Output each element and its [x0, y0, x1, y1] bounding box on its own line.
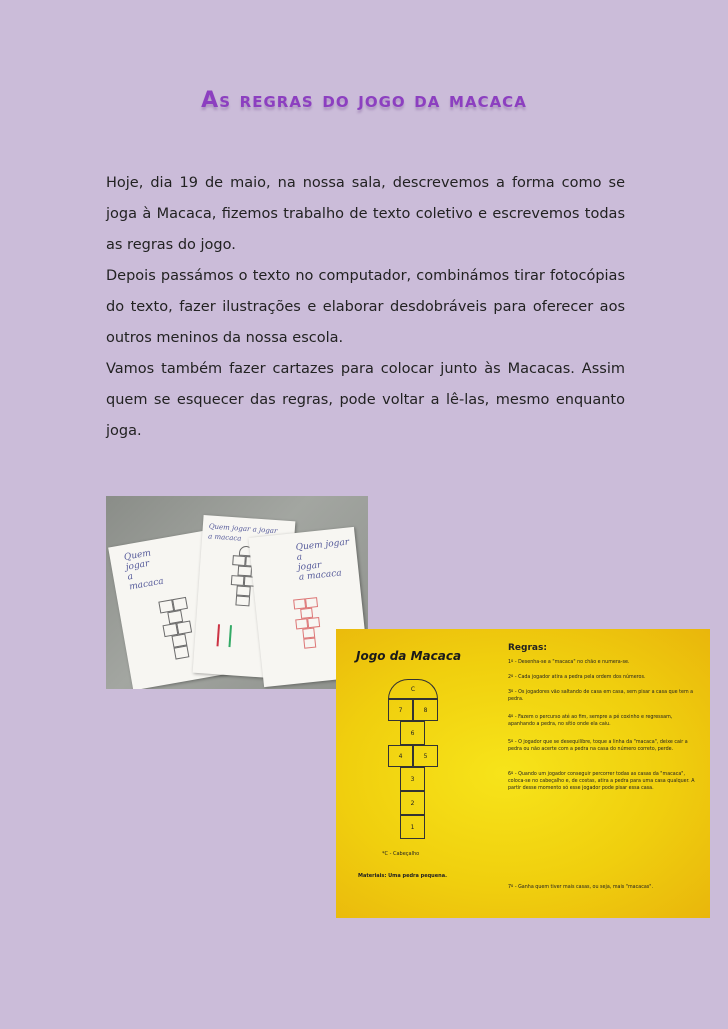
- drawing-sheet-1-text: Quem jogar a macaca: [123, 548, 165, 593]
- poster-photo: [336, 629, 710, 918]
- materials-note: Materiais: Uma pedra pequena.: [358, 873, 447, 879]
- rule-item: 3º - Os jogadores vão saltando de casa em casa, sem pisar a casa que tem a pedra.: [508, 690, 694, 702]
- rule-item: 4º - Fazem o percurso até ao fim, sempre a pé coxinho e regressam, apanhando a pedra, no sítio onde ela caiu.: [508, 715, 673, 727]
- hopscotch-cell-6: 6: [400, 721, 425, 745]
- hopscotch-cell-8: 8: [413, 699, 438, 721]
- rules-title: Regras:: [508, 643, 547, 653]
- rule-item: 2º - Cada jogador atira a pedra pela ordem dos números.: [508, 675, 646, 680]
- hopscotch-cell-3: 3: [400, 767, 425, 791]
- hopscotch-cell-2: 2: [400, 791, 425, 815]
- drawings-photo: [106, 496, 368, 689]
- poster-title: Jogo da Macaca: [356, 649, 462, 663]
- child-figure-icon: [217, 624, 233, 647]
- hopscotch-cell-5: 5: [413, 745, 438, 767]
- rule-item: 1º - Desenha-se a "macaca" no chão e numera-se.: [508, 660, 630, 665]
- rule-item: 6º - Quando um jogador conseguir percorrer todas as casas da "macaca", coloca-se no cabeçalho e, de costas, atira a pedra para uma casa qualquer. A partir desse momento só esse jogador pode pisar essa casa.: [508, 772, 695, 791]
- page-title: As regras do jogo da macaca: [201, 88, 527, 113]
- hopscotch-cell-c: C: [388, 679, 438, 699]
- rule-item: 5º - O jogador que se desequilibre, toque a linha da "macaca", deixe cair a pedra ou não acerte com a pedra na casa do número correto, perde.: [508, 740, 688, 752]
- drawing-sheet-2-text: Quem jogar a jogar a macaca: [207, 522, 278, 543]
- hopscotch-cell-4: 4: [388, 745, 413, 767]
- hopscotch-cell-1: 1: [400, 815, 425, 839]
- paragraph-3: Vamos também fazer cartazes para colocar junto às Macacas. Assim quem se esquecer das regras, pode voltar a lê-las, mesmo enquanto joga.: [106, 361, 625, 439]
- drawing-sheet-3-text: Quem jogar a jogar a macaca: [295, 537, 350, 583]
- paragraph-2: Depois passámos o texto no computador, combinámos tirar fotocópias do texto, fazer ilustrações e elaborar desdobráveis para oferecer aos outros meninos da nossa escola.: [106, 268, 625, 346]
- body-text: [106, 168, 625, 447]
- paragraph-1: Hoje, dia 19 de maio, na nossa sala, descrevemos a forma como se joga à Macaca, fizemos trabalho de texto coletivo e escrevemos todas as regras do jogo.: [106, 175, 625, 253]
- hopscotch-cell-7: 7: [388, 699, 413, 721]
- rule-item: 7º - Ganha quem tiver mais casas, ou seja, mais "macacas".: [508, 885, 654, 890]
- cabecalho-note: *C - Cabeçalho: [382, 851, 420, 857]
